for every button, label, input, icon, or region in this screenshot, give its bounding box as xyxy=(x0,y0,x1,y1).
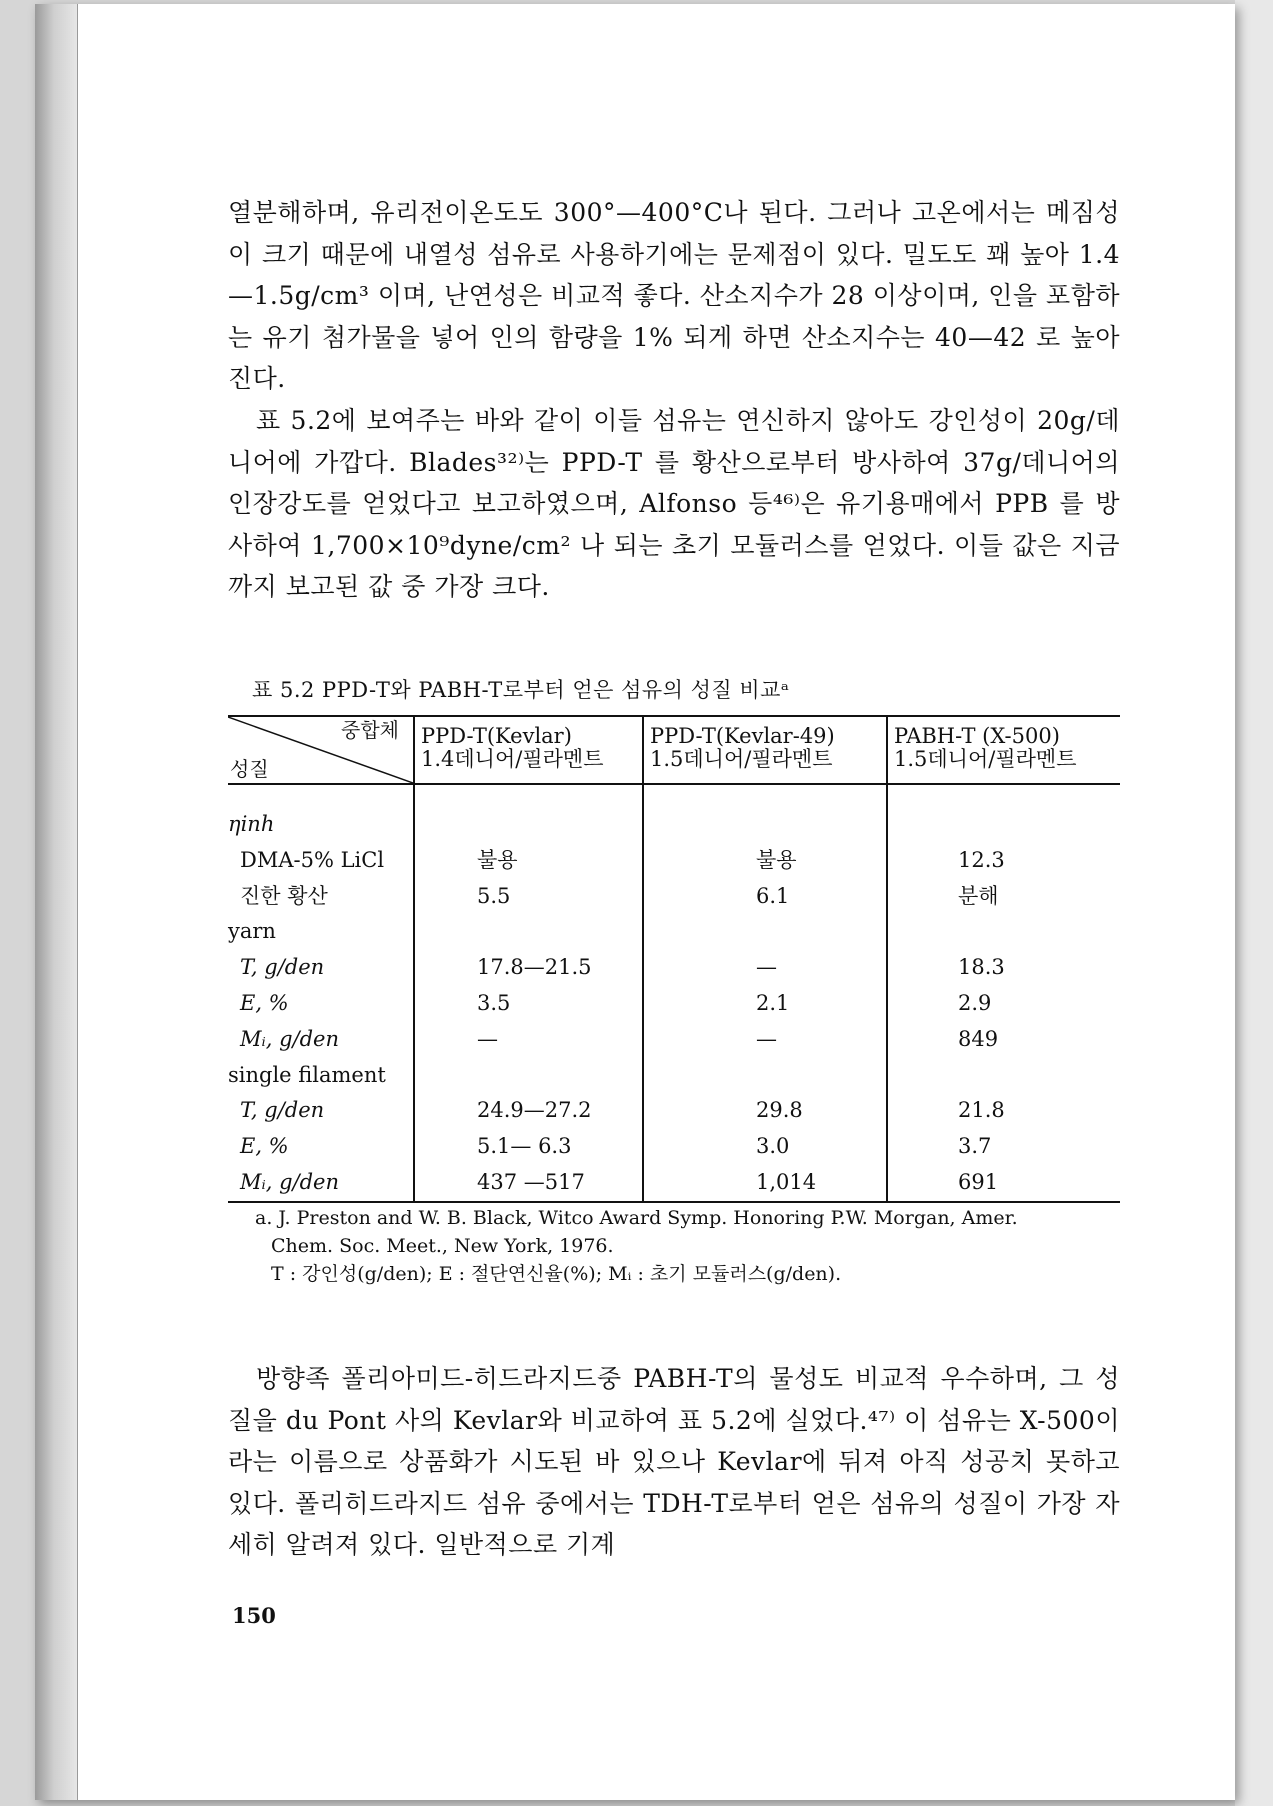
cell-col2: 29.8 xyxy=(643,1093,887,1129)
column-header-1-denier: 1.4데니어/필라멘트 xyxy=(421,747,604,771)
table-row xyxy=(228,950,1120,986)
row-label: T, g/den xyxy=(240,955,325,980)
column-header-2-denier: 1.5데니어/필라멘트 xyxy=(650,747,833,771)
table-row xyxy=(228,1022,1120,1058)
cell-col2 xyxy=(643,1058,887,1094)
row-label: ηinh xyxy=(228,812,275,836)
footnote-legend: T : 강인성(g/den); E : 절단연신율(%); Mᵢ : 초기 모듈러스(g/den). xyxy=(271,1263,842,1285)
table-spacer-row xyxy=(228,784,1120,807)
cell-col3: 2.9 xyxy=(887,986,1120,1022)
column-header-1-name: PPD-T(Kevlar) xyxy=(421,724,572,748)
cell-col3 xyxy=(887,914,1120,950)
cell-col1: 24.9—27.2 xyxy=(414,1093,643,1129)
cell-col3 xyxy=(887,1058,1120,1094)
corner-header xyxy=(228,716,414,784)
table-row xyxy=(228,986,1120,1022)
footnote-a: a. J. Preston and W. B. Black, Witco Award Symp. Honoring P.W. Morgan, Amer. xyxy=(255,1207,1018,1229)
table-row xyxy=(228,807,1120,843)
row-label: Mᵢ, g/den xyxy=(240,1169,339,1194)
cell-col2: 3.0 xyxy=(643,1129,887,1165)
column-header-3 xyxy=(887,716,1120,784)
corner-top-label: 중합체 xyxy=(341,718,399,742)
table-row xyxy=(228,879,1120,915)
table-row xyxy=(228,1093,1120,1129)
cell-col2 xyxy=(643,807,887,843)
cell-col1 xyxy=(414,1058,643,1094)
corner-bottom-label: 성질 xyxy=(230,757,269,781)
cell-col3: 12.3 xyxy=(887,843,1120,879)
cell-col1: — xyxy=(414,1022,643,1058)
table-row xyxy=(228,914,1120,950)
cell-col2: 6.1 xyxy=(643,879,887,915)
column-header-2 xyxy=(643,716,887,784)
row-label: T, g/den xyxy=(240,1098,325,1123)
table-row xyxy=(228,1058,1120,1094)
paragraph-2: 표 5.2에 보여주는 바와 같이 이들 섬유는 연신하지 않아도 강인성이 20g/데니어에 가깝다. Blades³²⁾는 PPD-T 를 황산으로부터 방사하여 37g/데니어의 인장강도를 얻었다고 보고하였으며, Alfonso 등⁴⁶⁾은 유기용매에서 PPB 를 방사하여 1,700×10⁹dyne/cm² 나 되는 초기 모듈러스를 얻었다. 이들 값은 지금까지 보고된 값 중 가장 크다. xyxy=(228,405,1120,602)
paragraph-1: 열분해하며, 유리전이온도도 300°—400°C나 된다. 그러나 고온에서는 메짐성이 크기 때문에 내열성 섬유로 사용하기에는 문제점이 있다. 밀도도 꽤 높아 1.4—1.5g/cm³ 이며, 난연성은 비교적 좋다. 산소지수가 28 이상이며, 인을 포함하는 유기 첨가물을 넣어 인의 함량을 1% 되게 하면 산소지수는 40—42 로 높아진다. xyxy=(228,198,1120,394)
column-header-3-name: PABH-T (X-500) xyxy=(894,724,1060,748)
cell-col3: 21.8 xyxy=(887,1093,1120,1129)
cell-col1: 17.8—21.5 xyxy=(414,950,643,986)
row-label: DMA-5% LiCl xyxy=(240,847,385,872)
column-header-1 xyxy=(414,716,643,784)
table-caption: 표 5.2 PPD-T와 PABH-T로부터 얻은 섬유의 성질 비교ᵃ xyxy=(252,678,790,702)
footnote-a-continued: Chem. Soc. Meet., New York, 1976. xyxy=(271,1235,614,1257)
cell-col3: 691 xyxy=(887,1165,1120,1202)
table-row xyxy=(228,1165,1120,1202)
column-header-3-denier: 1.5데니어/필라멘트 xyxy=(894,747,1077,771)
cell-col2 xyxy=(643,914,887,950)
cell-col2: — xyxy=(643,1022,887,1058)
cell-col1 xyxy=(414,807,643,843)
row-label: E, % xyxy=(240,1134,289,1159)
cell-col3: 18.3 xyxy=(887,950,1120,986)
cell-col2: — xyxy=(643,950,887,986)
row-label: single filament xyxy=(228,1062,386,1087)
cell-col1: 3.5 xyxy=(414,986,643,1022)
book-spine xyxy=(35,4,78,1800)
cell-col3: 849 xyxy=(887,1022,1120,1058)
table-footnotes xyxy=(255,1204,1125,1288)
cell-col1: 5.1— 6.3 xyxy=(414,1129,643,1165)
cell-col1: 불용 xyxy=(414,843,643,879)
cell-col1 xyxy=(414,914,643,950)
column-header-2-name: PPD-T(Kevlar-49) xyxy=(650,724,835,748)
cell-col3: 분해 xyxy=(887,879,1120,915)
paragraph-3: 방향족 폴리아미드-히드라지드중 PABH-T의 물성도 비교적 우수하며, 그 성질을 du Pont 사의 Kevlar와 비교하여 표 5.2에 실었다.⁴⁷⁾ 이 섬유는 X-500이라는 이름으로 상품화가 시도된 바 있으나 Kevlar에 뒤져 아직 성공치 못하고 있다. 폴리히드라지드 섬유 중에서는 TDH-T로부터 얻은 섬유의 성질이 가장 자세히 알려져 있다. 일반적으로 기계 xyxy=(228,1364,1120,1560)
row-label: 진한 황산 xyxy=(240,883,328,908)
table-row xyxy=(228,1129,1120,1165)
cell-col1: 437 —517 xyxy=(414,1165,643,1202)
cell-col3: 3.7 xyxy=(887,1129,1120,1165)
table-header-row xyxy=(228,716,1120,784)
row-label: Mᵢ, g/den xyxy=(240,1026,339,1051)
table-row xyxy=(228,843,1120,879)
body-text-bottom xyxy=(228,1358,1120,1566)
row-label: yarn xyxy=(228,919,276,944)
cell-col1: 5.5 xyxy=(414,879,643,915)
page-edge-right xyxy=(1235,0,1273,1806)
row-label: E, % xyxy=(240,990,289,1015)
cell-col2: 불용 xyxy=(643,843,887,879)
cell-col3 xyxy=(887,807,1120,843)
cell-col2: 1,014 xyxy=(643,1165,887,1202)
cell-col2: 2.1 xyxy=(643,986,887,1022)
body-text-top xyxy=(228,192,1120,608)
page-number: 150 xyxy=(232,1603,276,1628)
properties-table xyxy=(228,715,1120,1203)
